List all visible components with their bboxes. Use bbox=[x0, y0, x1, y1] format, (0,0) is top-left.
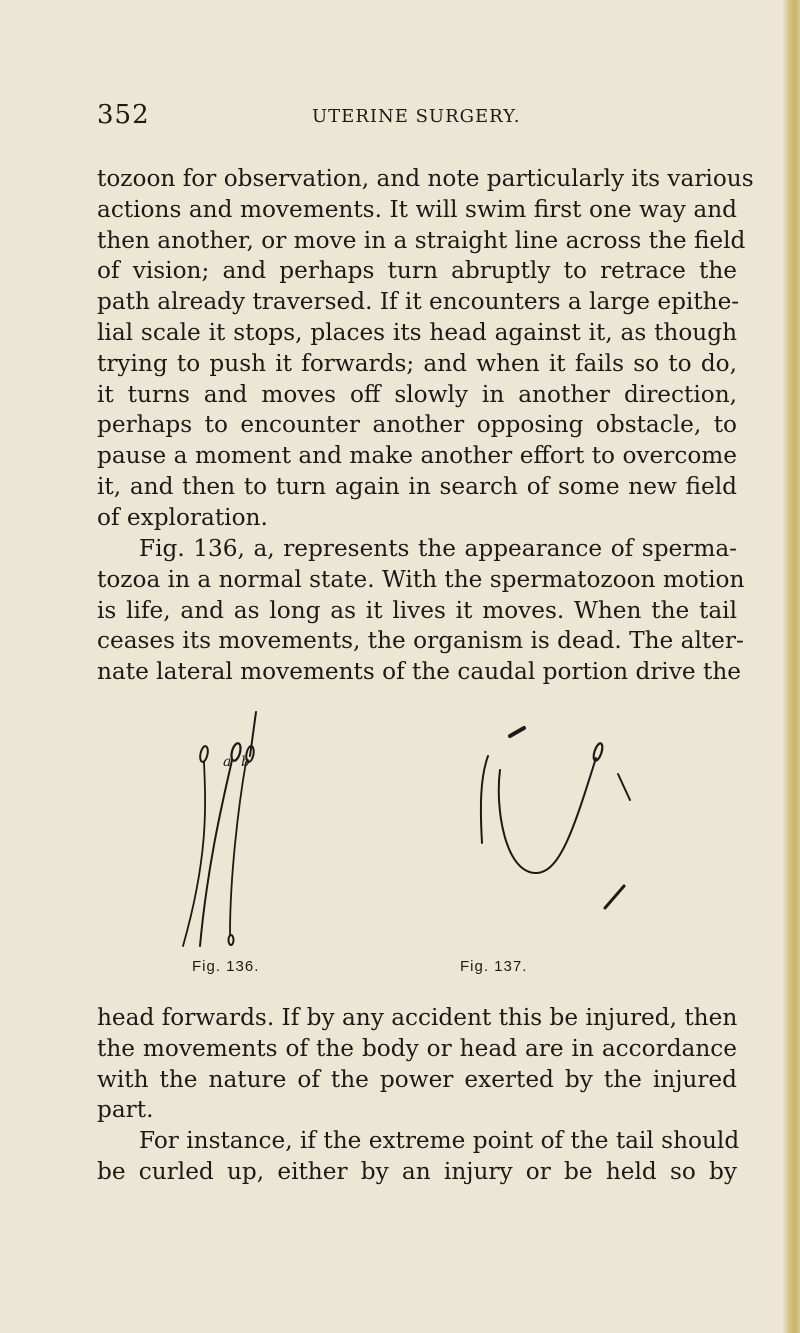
paragraph-4 bbox=[97, 1126, 740, 1188]
figure-label-b: b bbox=[241, 754, 250, 770]
text-line: the movements of the body or head are in accordance bbox=[97, 1034, 737, 1062]
text-line: nate lateral movements of the caudal portion drive the bbox=[97, 658, 741, 686]
text-line: with the nature of the power exerted by the injured bbox=[97, 1065, 737, 1093]
spermatozoon-curled-icon bbox=[481, 728, 630, 908]
figure-label-a: a bbox=[223, 754, 232, 770]
page-number: 352 bbox=[97, 100, 150, 130]
paragraph-2 bbox=[97, 534, 745, 688]
text-line: it turns and moves off slowly in another direction, bbox=[97, 380, 737, 408]
spermatozoon-a1-icon bbox=[183, 745, 209, 946]
text-line: lial scale it stops, places its head against it, as though bbox=[97, 318, 737, 346]
text-line: be curled up, either by an injury or be held so by bbox=[97, 1157, 737, 1185]
spermatozoa-illustration bbox=[180, 708, 740, 958]
text-line: tozoa in a normal state. With the spermatozoon motion bbox=[97, 565, 745, 593]
text-line: of exploration. bbox=[97, 503, 268, 531]
paragraph-1 bbox=[97, 164, 754, 534]
text-line: perhaps to encounter another opposing obstacle, to bbox=[97, 411, 737, 439]
text-line: head forwards. If by any accident this be injured, then bbox=[97, 1004, 738, 1031]
running-title: UTERINE SURGERY. bbox=[312, 106, 521, 127]
text-line: tozoon for observation, and note particularly its various bbox=[97, 165, 754, 192]
text-line: it, and then to turn again in search of some new field bbox=[97, 472, 737, 500]
text-line: ceases its movements, the organism is dead. The alter- bbox=[97, 627, 744, 655]
text-line: of vision; and perhaps turn abruptly to retrace the bbox=[97, 257, 737, 285]
paragraph-3 bbox=[97, 1003, 737, 1126]
text-line: part. bbox=[97, 1096, 154, 1124]
text-line: then another, or move in a straight line across the field bbox=[97, 226, 746, 254]
text-line: actions and movements. It will swim first one way and bbox=[97, 195, 737, 223]
figure-136-caption: Fig. 136. bbox=[192, 958, 260, 975]
text-line: For instance, if the extreme point of the tail should bbox=[139, 1127, 740, 1154]
figure-137-caption: Fig. 137. bbox=[460, 958, 528, 975]
text-line: Fig. 136, a, represents the appearance of sperma- bbox=[139, 535, 737, 562]
text-line: pause a moment and make another effort to overcome bbox=[97, 442, 737, 470]
text-line: path already traversed. If it encounters a large epithe- bbox=[97, 288, 740, 316]
text-line: trying to push it forwards; and when it fails so to do, bbox=[97, 349, 737, 377]
page-edge bbox=[782, 0, 800, 1333]
text-line: is life, and as long as it lives it moves. When the tail bbox=[97, 596, 737, 624]
